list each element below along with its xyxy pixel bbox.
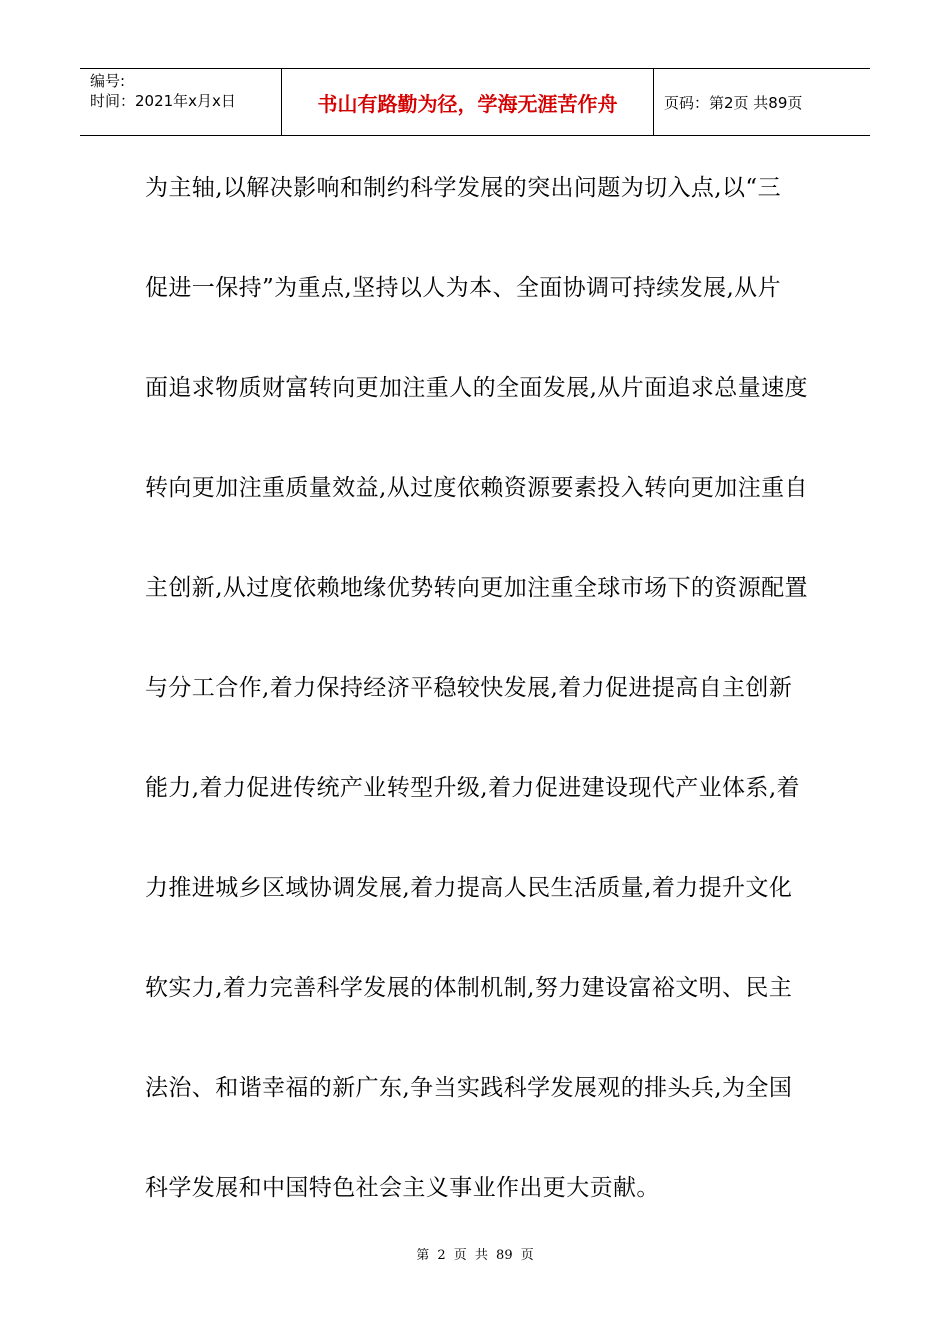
footer-page-number: 第 2 页 共 89 页: [416, 1248, 534, 1263]
body-line: 能力,着力促进传统产业转型升级,着力促进建设现代产业体系,着: [145, 775, 800, 801]
body-line: 科学发展和中国特色社会主义事业作出更大贡献。: [145, 1175, 660, 1201]
body-line: 软实力,着力完善科学发展的体制机制,努力建设富裕文明、民主: [145, 975, 793, 1001]
document-header: [80, 68, 870, 136]
header-page-cell: [654, 69, 870, 135]
body-line: 与分工合作,着力保持经济平稳较快发展,着力促进提高自主创新: [145, 675, 793, 701]
body-line: 促进一保持”为重点,坚持以人为本、全面协调可持续发展,从片: [145, 275, 781, 301]
body-line: 力推进城乡区域协调发展,着力提高人民生活质量,着力提升文化: [145, 875, 793, 901]
body-line: 面追求物质财富转向更加注重人的全面发展,从片面追求总量速度: [145, 375, 808, 401]
page-footer: [0, 1244, 950, 1263]
motto-text: 书山有路勤为径，学海无涯苦作舟: [317, 91, 618, 116]
body-line: 法治、和谐幸福的新广东,争当实践科学发展观的排头兵,为全国: [145, 1075, 793, 1101]
body-line: 主创新,从过度依赖地缘优势转向更加注重全球市场下的资源配置: [145, 575, 808, 601]
date-line: 时间：2021年x月x日: [90, 92, 236, 110]
page-info: 页码：第2页 共89页: [664, 93, 803, 112]
header-motto-cell: [282, 69, 654, 135]
body-text: [145, 162, 815, 1262]
body-line: 为主轴,以解决影响和制约科学发展的突出问题为切入点,以“三: [145, 175, 781, 201]
header-meta-cell: [80, 69, 282, 135]
body-line: 转向更加注重质量效益,从过度依赖资源要素投入转向更加注重自: [145, 475, 808, 501]
number-label: 编号:: [90, 72, 126, 90]
